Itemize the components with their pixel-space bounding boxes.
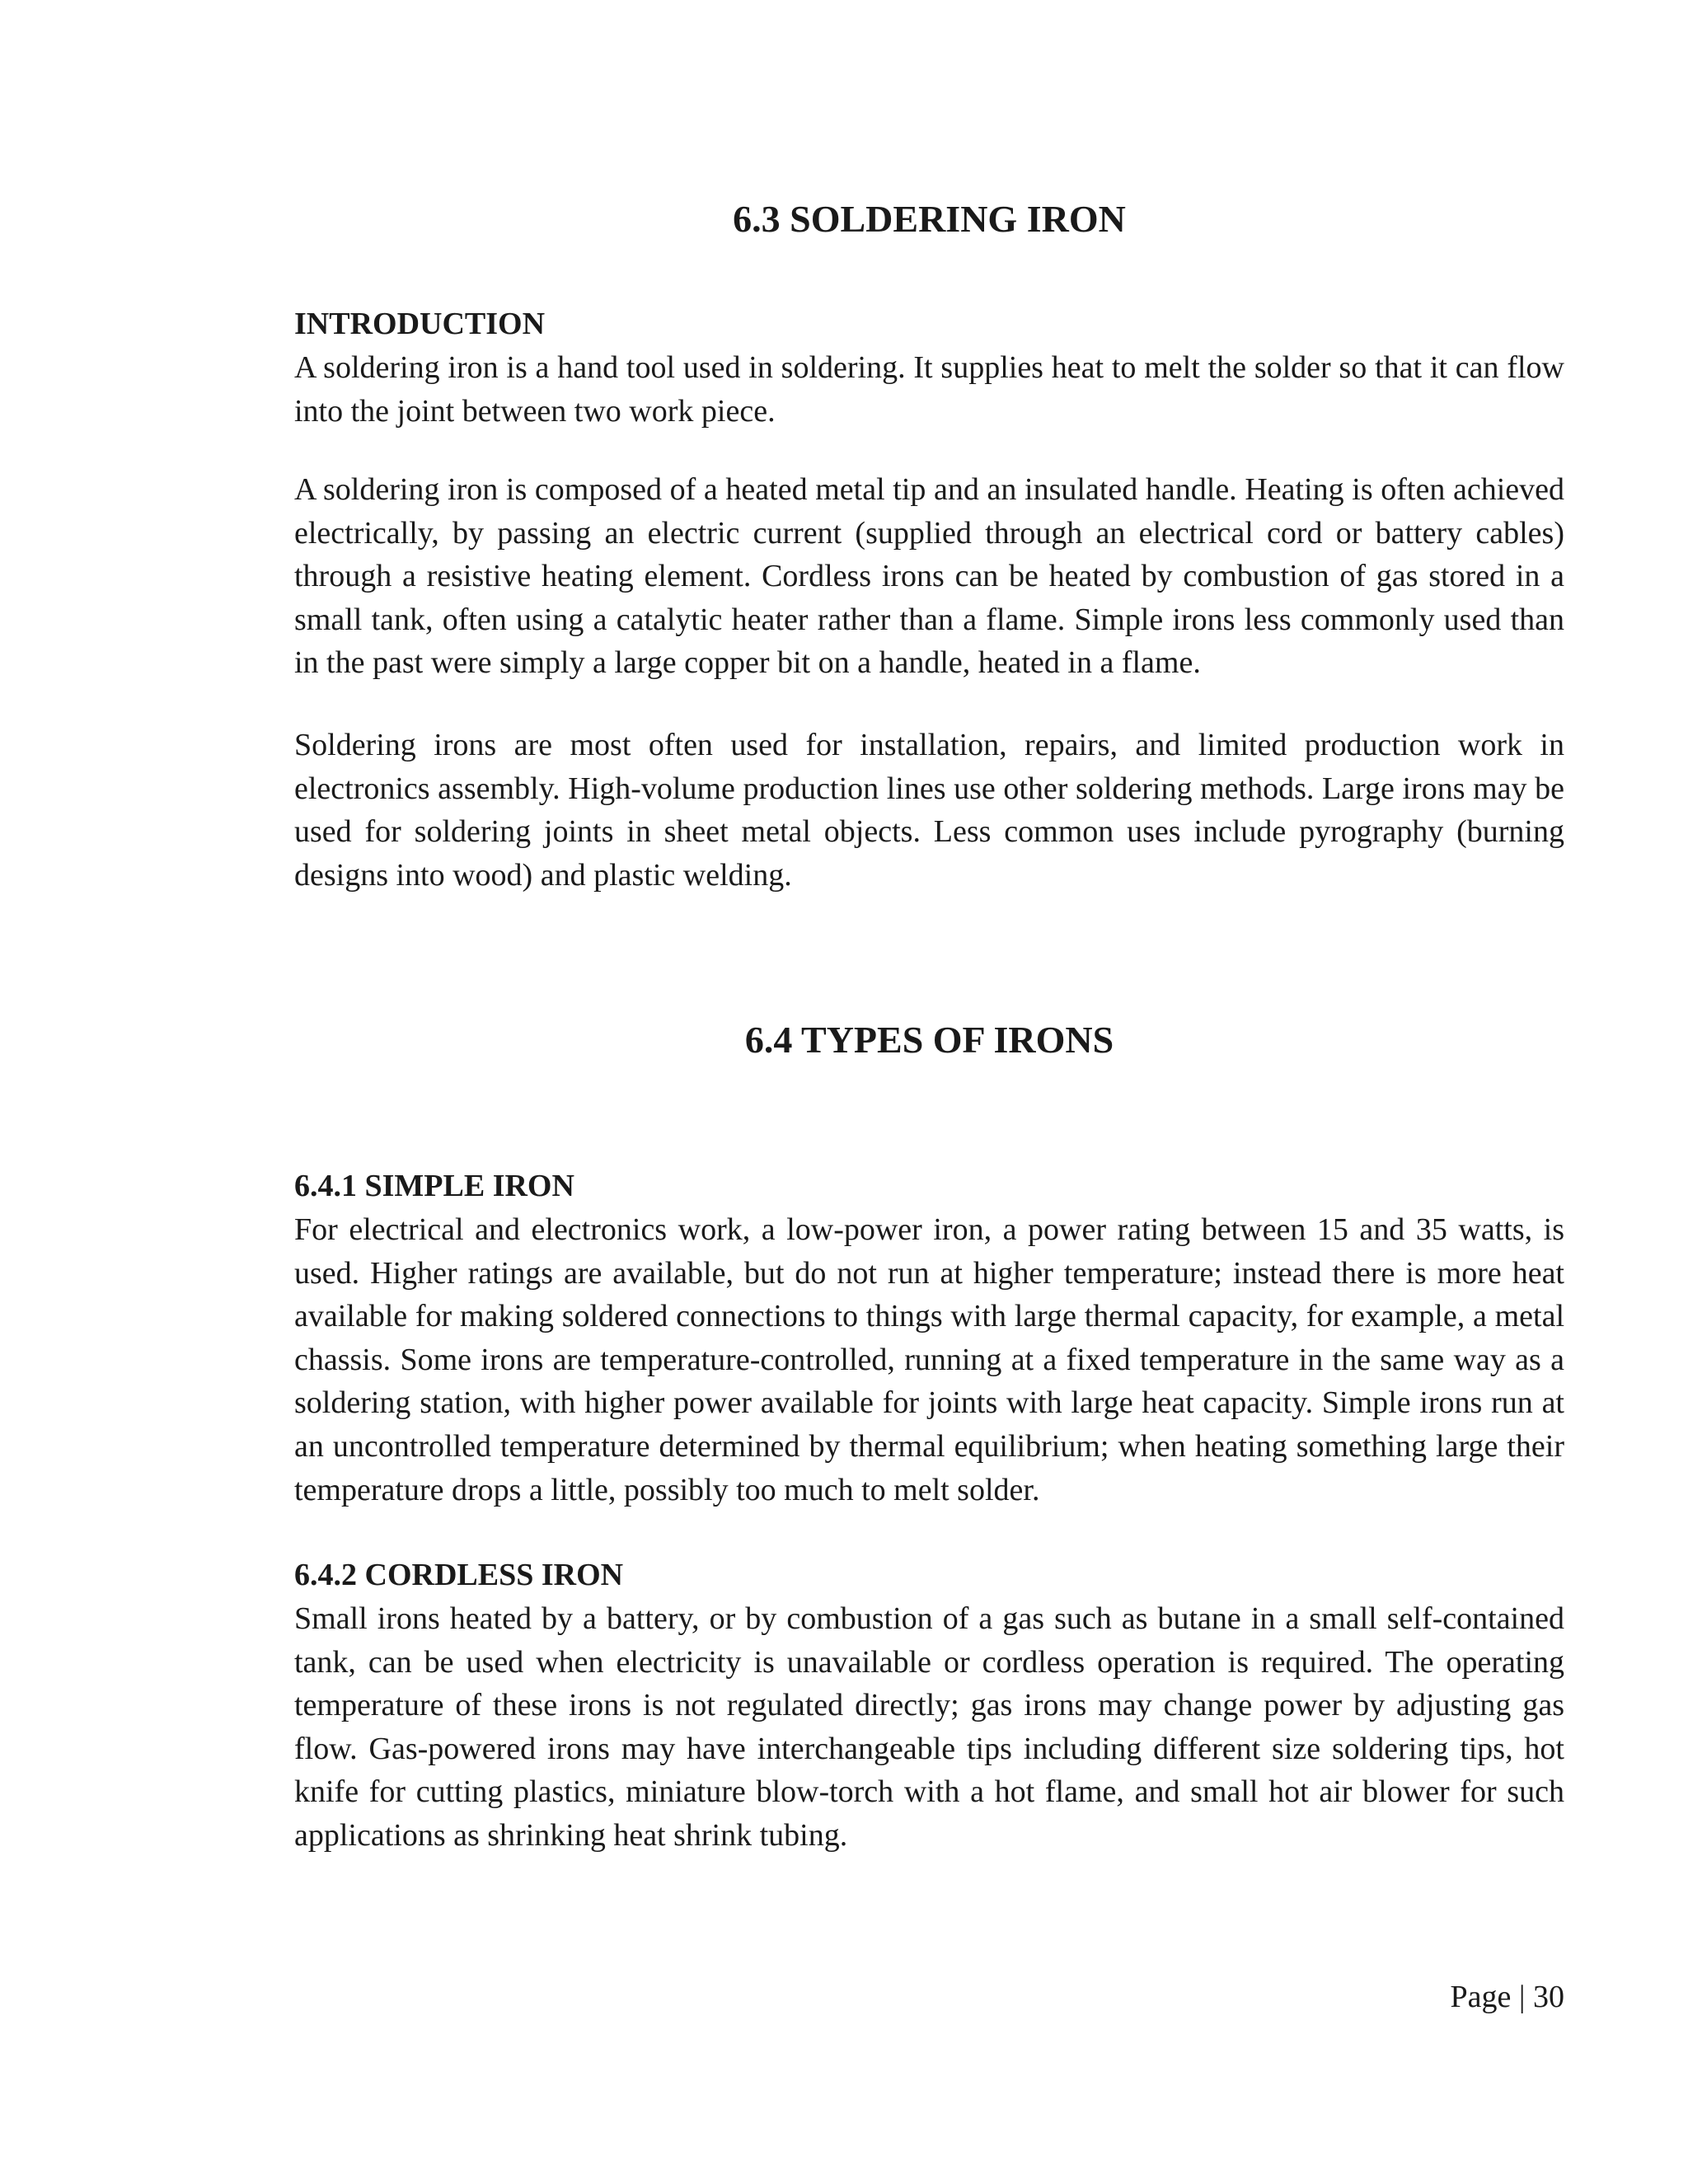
section-title-soldering-iron: 6.3 SOLDERING IRON [733,198,1126,240]
intro-paragraph-3: Soldering irons are most often used for installation, repairs, and limited production work in electronics assembly. High-volume production lines use other soldering methods. Large irons may be used for soldering joints in sheet metal objects. Less common uses include pyrography (burning designs into wood) and plastic welding. [294,728,1564,893]
page-number: Page | 30 [1450,1980,1564,2014]
cordless-iron-paragraph: Small irons heated by a battery, or by combustion of a gas such as butane in a small self-contained tank, can be used when electricity is unavailable or cordless operation is required. The operating temperature of these irons is not regulated directly; gas irons may change power by adjusting gas flow. Gas-powered irons may have interchangeable tips including different size soldering tips, hot knife for cutting plastics, miniature blow-torch with a hot flame, and small hot air blower for such applications as shrinking heat shrink tubing. [294,1601,1564,1853]
intro-paragraph-1: A soldering iron is a hand tool used in soldering. It supplies heat to melt the solder so that it can flow into the joint between two work piece. [294,350,1564,429]
section-title-types-of-irons: 6.4 TYPES OF IRONS [744,1019,1114,1061]
intro-heading: INTRODUCTION [294,307,546,341]
cordless-iron-heading: 6.4.2 CORDLESS IRON [294,1558,624,1592]
simple-iron-paragraph: For electrical and electronics work, a low-power iron, a power rating between 15 and 35 watts, is used. Higher ratings are available, but do not run at higher temperature; instead there is more heat available for making soldered connections to things with large thermal capacity, for example, a metal chassis. Some irons are temperature-controlled, running at a fixed temperature in the same way as a soldering station, with higher power available for joints with large heat capacity. Simple irons run at an uncontrolled temperature determined by thermal equilibrium; when heating something large their temperature drops a little, possibly too much to melt solder. [294,1212,1564,1507]
simple-iron-heading: 6.4.1 SIMPLE IRON [294,1169,574,1203]
intro-paragraph-2: A soldering iron is composed of a heated metal tip and an insulated handle. Heating is often achieved electrically, by passing an electric current (supplied through an electrical cord or battery cables) through a resistive heating element. Cordless irons can be heated by combustion of gas stored in a small tank, often using a catalytic heater rather than a flame. Simple irons less commonly used than in the past were simply a large copper bit on a handle, heated in a flame. [294,472,1564,681]
